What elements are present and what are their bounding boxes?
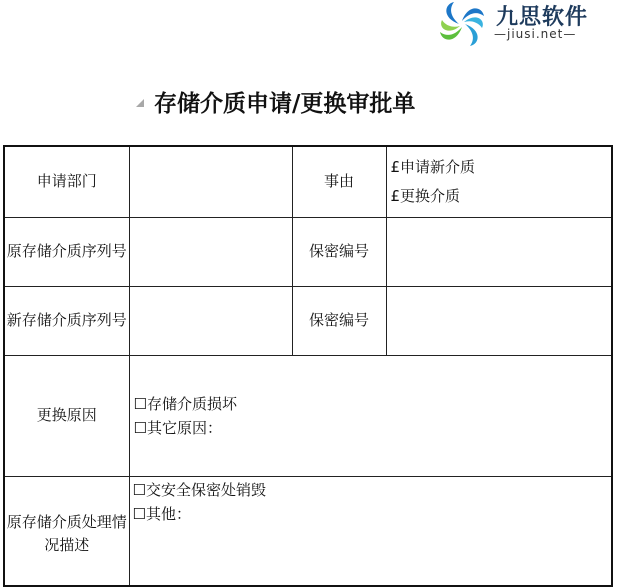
table-row	[4, 476, 612, 586]
new-secret-no-field[interactable]	[386, 286, 612, 355]
replace-reason-label: 更换原因	[4, 355, 129, 476]
new-serial-label: 新存储介质序列号	[4, 286, 129, 355]
option-other-disposal[interactable]: ☐其他：	[132, 504, 191, 523]
disposal-options	[129, 476, 612, 586]
old-secret-no-field[interactable]	[386, 217, 612, 286]
table-row	[4, 286, 612, 355]
new-serial-field[interactable]	[129, 286, 292, 355]
option-media-damaged[interactable]: ☐存储介质损坏	[133, 394, 237, 413]
logo-swirl-icon	[436, 0, 488, 48]
document-header	[136, 84, 415, 118]
document-title: 存储介质申请/更换审批单	[154, 89, 416, 117]
table-row	[4, 146, 612, 217]
request-type-options	[386, 146, 612, 217]
department-field[interactable]	[129, 146, 292, 217]
option-other-reason[interactable]: ☐其它原因：	[133, 418, 222, 437]
brand-name: 九思软件	[496, 5, 589, 30]
logo	[434, 0, 624, 50]
new-secret-no-label: 保密编号	[292, 286, 386, 355]
corner-triangle-icon	[136, 99, 144, 107]
department-label: 申请部门	[4, 146, 129, 217]
option-replace-media[interactable]: £更换介质	[390, 186, 461, 205]
reason-label: 事由	[292, 146, 386, 217]
option-new-media[interactable]: £申请新介质	[390, 157, 476, 176]
table-row	[4, 355, 612, 476]
old-serial-label: 原存储介质序列号	[4, 217, 129, 286]
replace-reason-options	[129, 355, 612, 476]
table-row	[4, 217, 612, 286]
approval-form-table	[3, 145, 613, 587]
option-destroy-by-security[interactable]: ☐交安全保密处销毁	[132, 480, 266, 499]
old-serial-field[interactable]	[129, 217, 292, 286]
old-secret-no-label: 保密编号	[292, 217, 386, 286]
brand-domain: —jiusi.net—	[494, 27, 577, 41]
disposal-label: 原存储介质处理情况描述	[4, 476, 129, 586]
